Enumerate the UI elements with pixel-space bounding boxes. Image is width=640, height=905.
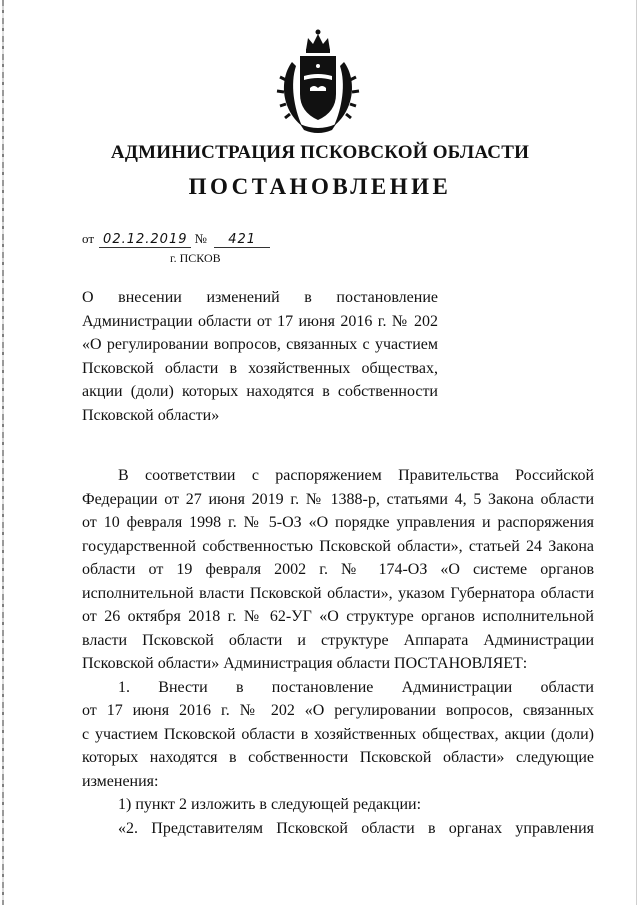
body-line: исполнительной власти Псковской области», указом Губернатора области <box>82 584 594 602</box>
body-line: от 26 октября 2018 г. № 62-УГ «О структуре органов исполнительной <box>82 608 594 625</box>
title-line: Псковской области в хозяйственных обществах, <box>82 359 438 377</box>
document-type: ПОСТАНОВЛЕНИЕ <box>188 174 452 199</box>
body-line: 1. Внести в постановление Администрации области <box>118 678 594 696</box>
handwritten-number: 421 <box>214 232 270 248</box>
city-label: г. ПСКОВ <box>170 251 221 265</box>
body-line: «2. Представителям Псковской области в органах управления <box>118 819 594 837</box>
title-line: акции (доли) которых находятся в собственности <box>82 383 438 400</box>
body-line: 1) пункт 2 изложить в следующей редакции: <box>118 796 422 813</box>
body-line: которых находятся в собственности Псковской области» следующие <box>82 749 594 766</box>
body-line: с участием Псковской области в хозяйственных обществах, акции (доли) <box>82 725 594 743</box>
body-line: от 10 февраля 1998 г. № 5-ОЗ «О порядке управления и распоряжения <box>82 514 594 531</box>
title-line: О внесении изменений в постановление <box>82 289 438 306</box>
resolution-title <box>82 286 438 427</box>
date-prefix: от <box>82 231 95 246</box>
body-line: от 17 июня 2016 г. № 202 «О регулировании вопросов, связанных <box>82 702 594 719</box>
pskov-coat-of-arms-icon <box>272 28 364 134</box>
body-line: власти Псковской области и структуре Аппарата Администрации <box>82 631 594 649</box>
body-line: области от 19 февраля 2002 г. № 174-ОЗ «О системе органов <box>82 561 594 578</box>
title-line: «О регулировании вопросов, связанных с участием <box>82 336 438 353</box>
body-line: В соответствии с распоряжением Правительства Российской <box>118 467 594 484</box>
title-line: Администрации области от 17 июня 2016 г. № 202 <box>82 312 438 330</box>
body-line: государственной собственностью Псковской области», статьей 24 Закона <box>82 537 594 555</box>
title-line: Псковской области» <box>82 406 220 424</box>
body-line: Псковской области» Администрация области ПОСТАНОВЛЯЕТ: <box>82 655 528 672</box>
number-prefix: № <box>194 231 207 246</box>
date-number-line <box>82 231 270 248</box>
body-line: изменения: <box>82 772 159 790</box>
organization-name: АДМИНИСТРАЦИЯ ПСКОВСКОЙ ОБЛАСТИ <box>110 142 530 163</box>
resolution-body <box>82 464 594 840</box>
scan-right-edge <box>636 0 637 905</box>
scan-left-edge <box>2 0 4 905</box>
body-line: Федерации от 27 июня 2019 г. № 1388-р, статьями 4, 5 Закона области <box>82 490 594 508</box>
handwritten-date: 02.12.2019 <box>99 232 191 248</box>
